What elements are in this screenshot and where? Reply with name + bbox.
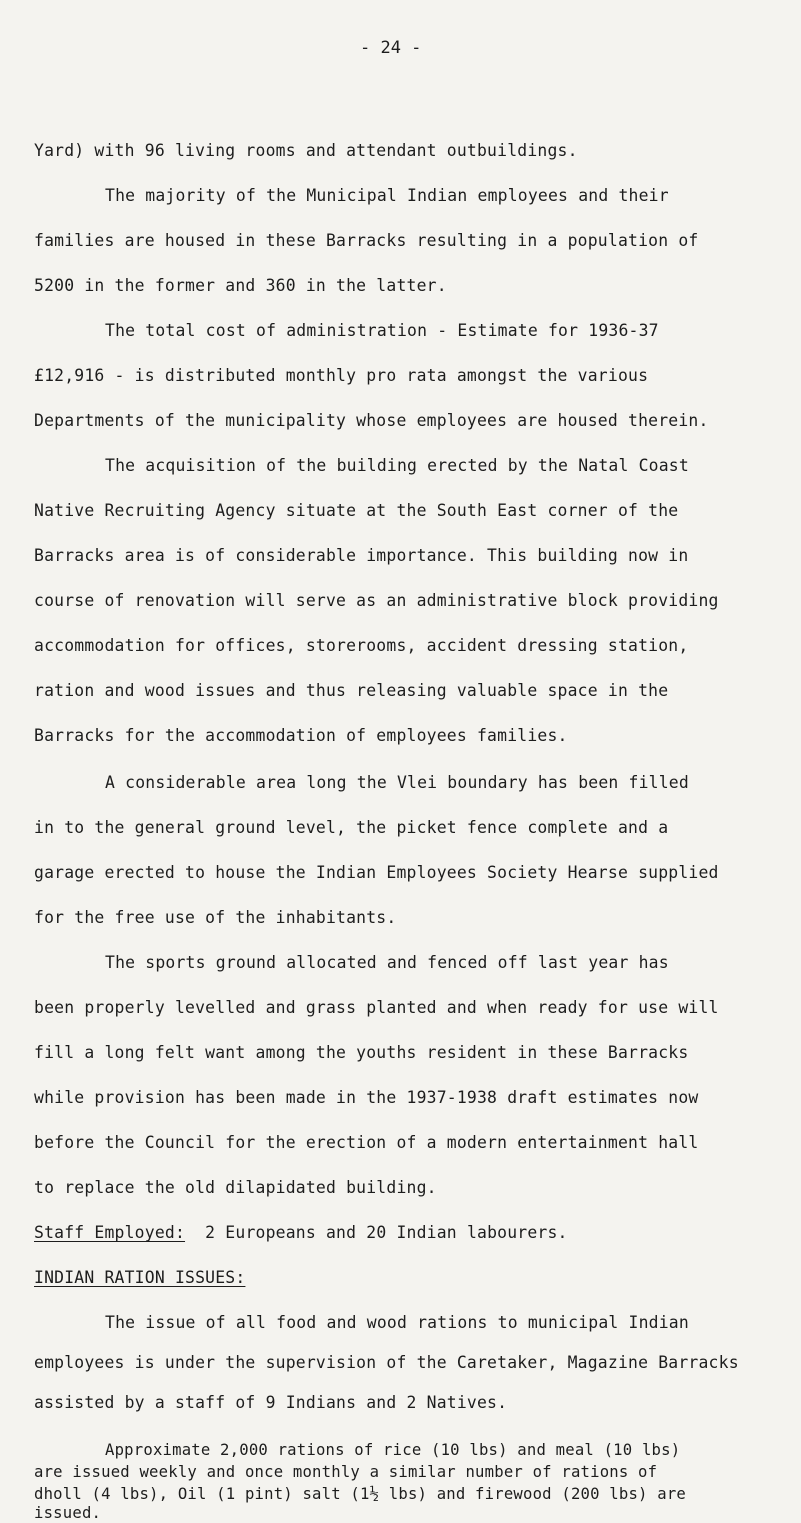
text-line: Barracks for the accommodation of employees families. xyxy=(34,726,568,745)
text-line: employees is under the supervision of the Caretaker, Magazine Barracks xyxy=(34,1353,739,1372)
text-line: been properly levelled and grass planted and when ready for use will xyxy=(34,998,719,1017)
text-line: £12,916 - is distributed monthly pro rata amongst the various xyxy=(34,366,649,385)
text-line: Yard) with 96 living rooms and attendant outbuildings. xyxy=(34,141,578,160)
staff-employed-text: 2 Europeans and 20 Indian labourers. xyxy=(205,1223,568,1242)
text-line: garage erected to house the Indian Employees Society Hearse supplied xyxy=(34,863,719,882)
text-line: families are housed in these Barracks resulting in a population of xyxy=(34,231,699,250)
text-line: are issued weekly and once monthly a similar number of rations of xyxy=(34,1463,658,1481)
text-line: The issue of all food and wood rations to municipal Indian xyxy=(105,1313,689,1332)
text-line: The sports ground allocated and fenced off last year has xyxy=(105,953,669,972)
staff-employed-label: Staff Employed: xyxy=(34,1223,186,1242)
text-line: issued. xyxy=(34,1504,102,1522)
text-line: A considerable area long the Vlei boundary has been filled xyxy=(105,773,689,792)
page-number: - 24 - xyxy=(360,38,422,58)
text-line: ration and wood issues and thus releasing valuable space in the xyxy=(34,681,669,700)
text-line: 5200 in the former and 360 in the latter. xyxy=(34,276,447,295)
text-line: Approximate 2,000 rations of rice (10 lbs) and meal (10 lbs) xyxy=(105,1441,681,1459)
staff-employed-line xyxy=(34,1223,568,1243)
text-line: course of renovation will serve as an administrative block providing xyxy=(34,591,719,610)
text-line: dholl (4 lbs), Oil (1 pint) salt (1½ lbs) and firewood (200 lbs) are xyxy=(34,1485,686,1503)
section-heading: INDIAN RATION ISSUES: xyxy=(34,1268,246,1287)
text-line: for the free use of the inhabitants. xyxy=(34,908,397,927)
text-line: Native Recruiting Agency situate at the South East corner of the xyxy=(34,501,679,520)
text-line: assisted by a staff of 9 Indians and 2 Natives. xyxy=(34,1393,508,1412)
text-line: The acquisition of the building erected by the Natal Coast xyxy=(105,456,689,475)
text-line: while provision has been made in the 1937-1938 draft estimates now xyxy=(34,1088,699,1107)
text-line: in to the general ground level, the picket fence complete and a xyxy=(34,818,669,837)
text-line: accommodation for offices, storerooms, accident dressing station, xyxy=(34,636,689,655)
text-line: before the Council for the erection of a modern entertainment hall xyxy=(34,1133,699,1152)
text-line: The total cost of administration - Estimate for 1936-37 xyxy=(105,321,659,340)
text-line: Departments of the municipality whose employees are housed therein. xyxy=(34,411,709,430)
text-line: The majority of the Municipal Indian employees and their xyxy=(105,186,669,205)
text-line: fill a long felt want among the youths resident in these Barracks xyxy=(34,1043,689,1062)
text-line: Barracks area is of considerable importance. This building now in xyxy=(34,546,689,565)
text-line: to replace the old dilapidated building. xyxy=(34,1178,437,1197)
